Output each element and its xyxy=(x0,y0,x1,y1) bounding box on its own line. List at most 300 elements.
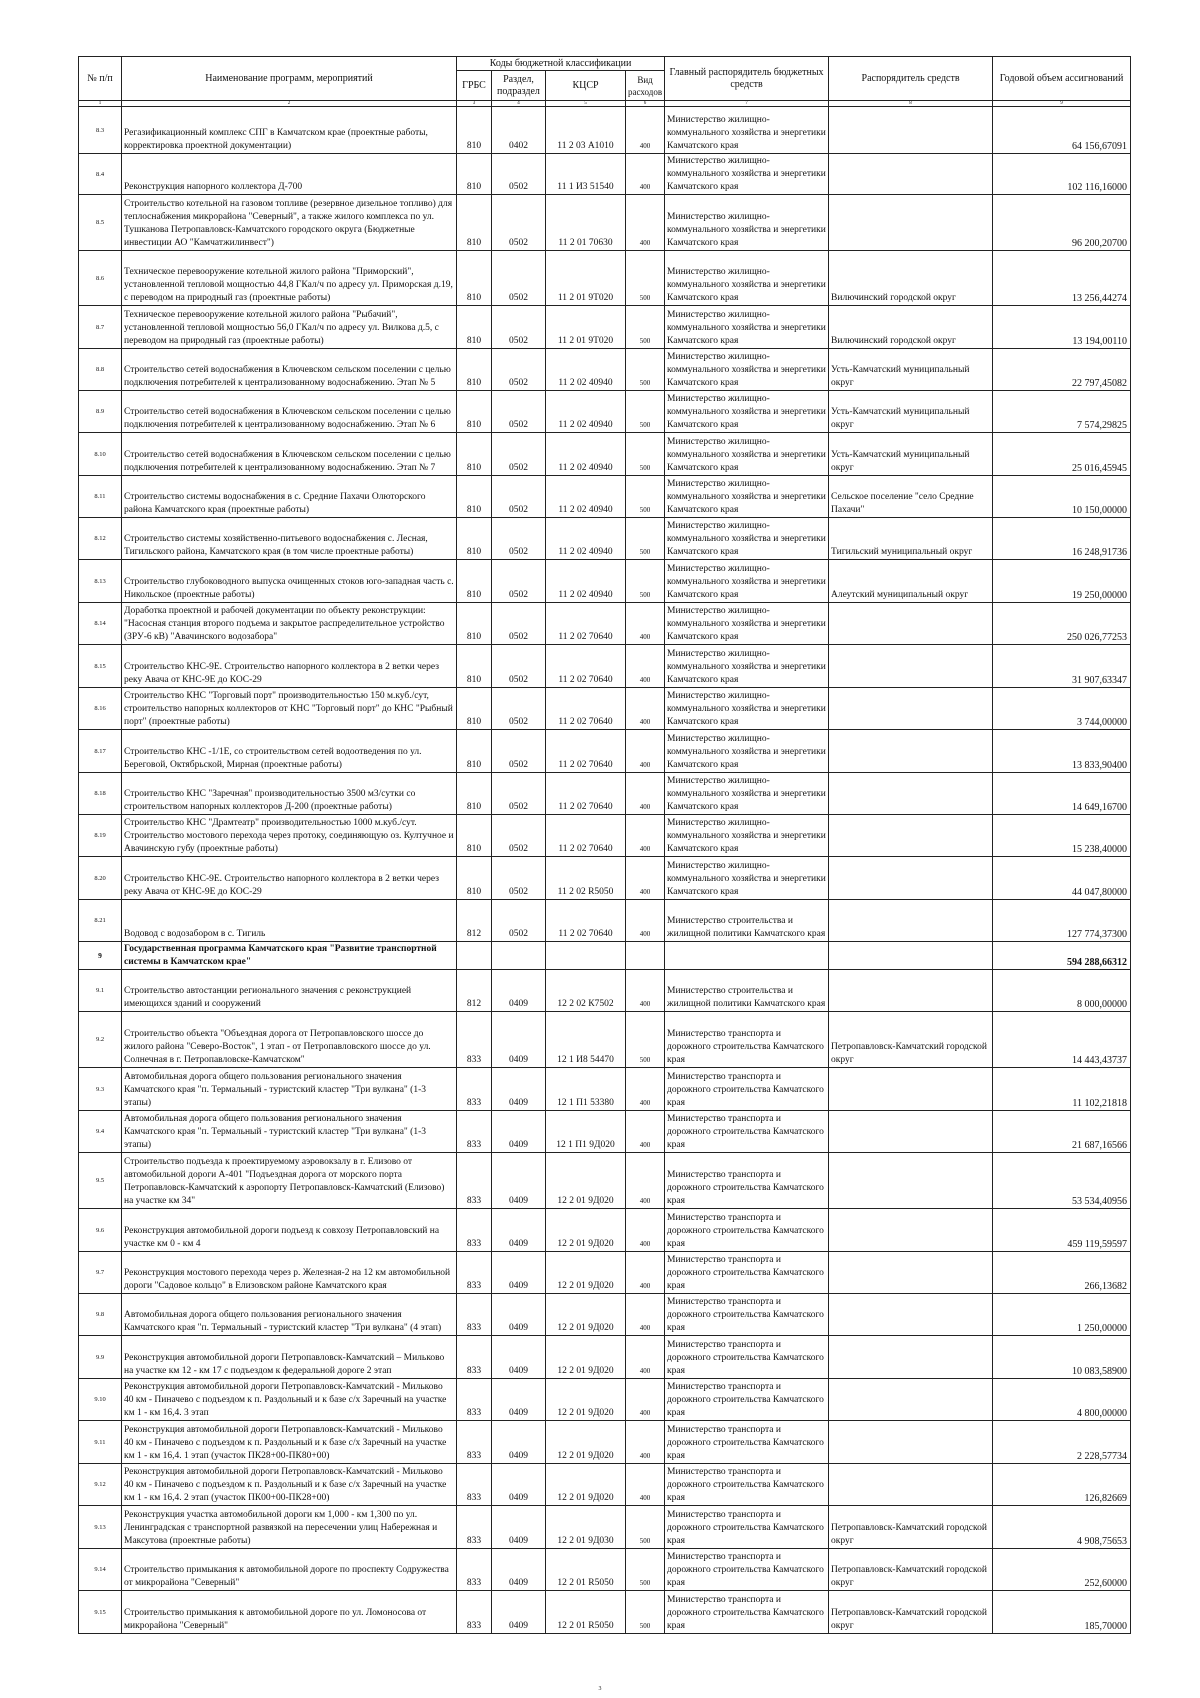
row-name: Доработка проектной и рабочей документации по объекту реконструкции: "Насосная станция второго подъема и закрытое распределительное устройство (ЗРУ-6 кВ) "Авачинского водозабора" xyxy=(122,603,457,645)
row-grbs: 833 xyxy=(457,1294,492,1336)
row-grbs: 810 xyxy=(457,688,492,730)
row-number: 8.14 xyxy=(79,603,122,645)
row-main-manager: Министерство жилищно-коммунального хозяйства и энергетики Камчатского края xyxy=(665,815,829,857)
row-sum: 252,60000 xyxy=(993,1549,1131,1591)
table-row xyxy=(79,970,1131,1012)
row-main-manager: Министерство транспорта и дорожного строительства Камчатского края xyxy=(665,1012,829,1068)
row-main-manager: Министерство жилищно-коммунального хозяйства и энергетики Камчатского края xyxy=(665,306,829,349)
row-name: Реконструкция мостового перехода через р. Железная-2 на 12 км автомобильной дороги "Садовое кольцо" в Елизовском районе Камчатского края xyxy=(122,1252,457,1294)
row-main-manager: Министерство транспорта и дорожного строительства Камчатского края xyxy=(665,1591,829,1634)
row-grbs: 833 xyxy=(457,1012,492,1068)
row-vid: 500 xyxy=(626,560,665,603)
table-body xyxy=(79,107,1131,1634)
row-kcsr: 12 2 02 К7502 xyxy=(546,970,626,1012)
row-main-manager: Министерство жилищно-коммунального хозяйства и энергетики Камчатского края xyxy=(665,730,829,773)
row-main-manager: Министерство жилищно-коммунального хозяйства и энергетики Камчатского края xyxy=(665,154,829,195)
row-manager: Усть-Камчатский муниципальный округ xyxy=(829,349,993,391)
row-kcsr: 12 1 И8 54470 xyxy=(546,1012,626,1068)
header-annual-volume: Годовой объем ассигнований xyxy=(993,57,1131,101)
row-razdel: 0409 xyxy=(492,970,546,1012)
row-manager xyxy=(829,1153,993,1209)
row-number: 9.13 xyxy=(79,1506,122,1549)
table-row xyxy=(79,900,1131,942)
row-kcsr: 11 2 02 40940 xyxy=(546,391,626,433)
row-kcsr: 11 2 01 9Т020 xyxy=(546,306,626,349)
row-main-manager: Министерство транспорта и дорожного строительства Камчатского края xyxy=(665,1549,829,1591)
row-name: Строительство сетей водоснабжения в Ключевском сельском поселении с целью подключения потребителей к централизованному водоснабжению. Этап № 5 xyxy=(122,349,457,391)
row-vid: 400 xyxy=(626,1421,665,1464)
row-grbs: 810 xyxy=(457,730,492,773)
row-number: 9.7 xyxy=(79,1252,122,1294)
row-name: Строительство примыкания к автомобильной дороге по проспекту Содружества от микрорайона "Северный" xyxy=(122,1549,457,1591)
row-number: 8.17 xyxy=(79,730,122,773)
row-main-manager: Министерство строительства и жилищной политики Камчатского края xyxy=(665,900,829,942)
header-num: № п/п xyxy=(79,57,122,101)
header-codes-group: Коды бюджетной классификации xyxy=(457,57,665,71)
row-sum: 8 000,00000 xyxy=(993,970,1131,1012)
row-razdel: 0409 xyxy=(492,1336,546,1379)
header-razdel: Раздел, подраздел xyxy=(492,71,546,101)
table-row xyxy=(79,773,1131,815)
row-sum: 21 687,16566 xyxy=(993,1111,1131,1153)
row-razdel: 0502 xyxy=(492,773,546,815)
table-row xyxy=(79,815,1131,857)
row-number: 8.10 xyxy=(79,433,122,476)
row-sum: 126,82669 xyxy=(993,1464,1131,1506)
header-manager: Распорядитель средств xyxy=(829,57,993,101)
row-main-manager: Министерство жилищно-коммунального хозяйства и энергетики Камчатского края xyxy=(665,107,829,154)
row-main-manager: Министерство транспорта и дорожного строительства Камчатского края xyxy=(665,1336,829,1379)
row-sum: 31 907,63347 xyxy=(993,645,1131,688)
row-name: Строительство котельной на газовом топливе (резервное дизельное топливо) для теплоснабжения микрорайона "Северный", а также жилого комплекса по ул. Тушканова Петропавловск-Камчатского городского округа (Бюджетные инвестиции АО "Камчатжилинвест") xyxy=(122,195,457,251)
row-name: Автомобильная дорога общего пользования регионального значения Камчатского края "п. Термальный - туристский кластер "Три вулкана" (1-3 этапы) xyxy=(122,1068,457,1111)
row-manager xyxy=(829,900,993,942)
row-grbs xyxy=(457,942,492,970)
program-row xyxy=(79,942,1131,970)
page-number: 3 xyxy=(598,1686,602,1692)
row-manager xyxy=(829,1464,993,1506)
row-sum: 16 248,91736 xyxy=(993,518,1131,560)
row-manager xyxy=(829,154,993,195)
row-number: 8.12 xyxy=(79,518,122,560)
row-grbs: 810 xyxy=(457,857,492,900)
row-sum: 10 083,58900 xyxy=(993,1336,1131,1379)
row-name: Реконструкция автомобильной дороги Петропавловск-Камчатский - Мильково 40 км - Пиначево с подъездом к п. Раздольный и к базе с/х Заречный на участке км 1 - км 16,4. 3 этап xyxy=(122,1379,457,1421)
row-main-manager: Министерство жилищно-коммунального хозяйства и энергетики Камчатского края xyxy=(665,645,829,688)
row-vid: 400 xyxy=(626,1336,665,1379)
row-vid: 500 xyxy=(626,518,665,560)
row-sum: 4 908,75653 xyxy=(993,1506,1131,1549)
header-vid: Вид расходов xyxy=(626,71,665,101)
row-razdel: 0409 xyxy=(492,1591,546,1634)
row-razdel: 0502 xyxy=(492,195,546,251)
row-vid: 400 xyxy=(626,1252,665,1294)
row-main-manager: Министерство жилищно-коммунального хозяйства и энергетики Камчатского края xyxy=(665,391,829,433)
table-row xyxy=(79,1012,1131,1068)
column-number: 3 xyxy=(457,101,492,107)
row-grbs: 810 xyxy=(457,560,492,603)
row-sum: 7 574,29825 xyxy=(993,391,1131,433)
row-kcsr: 11 2 02 40940 xyxy=(546,349,626,391)
row-name: Строительство объекта "Объездная дорога от Петропавловского шоссе до жилого района "Северо-Восток", 1 этап - от Петропавловского шоссе до ул. Солнечная в г. Петропавловске-Камчатском" xyxy=(122,1012,457,1068)
row-razdel: 0502 xyxy=(492,857,546,900)
row-kcsr: 11 2 03 А1010 xyxy=(546,107,626,154)
row-number: 9.10 xyxy=(79,1379,122,1421)
row-sum: 64 156,67091 xyxy=(993,107,1131,154)
row-razdel: 0502 xyxy=(492,518,546,560)
row-manager xyxy=(829,1336,993,1379)
row-manager: Тигильский муниципальный округ xyxy=(829,518,993,560)
row-razdel: 0402 xyxy=(492,107,546,154)
row-razdel: 0409 xyxy=(492,1209,546,1252)
row-razdel: 0502 xyxy=(492,349,546,391)
row-razdel: 0409 xyxy=(492,1549,546,1591)
row-kcsr: 12 2 01 9Д020 xyxy=(546,1209,626,1252)
row-vid: 400 xyxy=(626,1068,665,1111)
row-manager: Усть-Камчатский муниципальный округ xyxy=(829,433,993,476)
table-row xyxy=(79,476,1131,518)
row-kcsr: 11 2 02 70640 xyxy=(546,900,626,942)
row-number: 9.2 xyxy=(79,1012,122,1068)
row-number: 8.4 xyxy=(79,154,122,195)
row-kcsr: 11 2 02 70640 xyxy=(546,688,626,730)
row-main-manager: Министерство жилищно-коммунального хозяйства и энергетики Камчатского края xyxy=(665,560,829,603)
column-number: 8 xyxy=(829,101,993,107)
row-number: 9.4 xyxy=(79,1111,122,1153)
row-vid: 400 xyxy=(626,107,665,154)
table-header xyxy=(79,57,1131,107)
row-sum: 266,13682 xyxy=(993,1252,1131,1294)
row-vid: 500 xyxy=(626,1506,665,1549)
row-vid: 500 xyxy=(626,1591,665,1634)
row-main-manager: Министерство жилищно-коммунального хозяйства и энергетики Камчатского края xyxy=(665,857,829,900)
row-vid: 500 xyxy=(626,1549,665,1591)
row-manager xyxy=(829,1252,993,1294)
row-main-manager: Министерство транспорта и дорожного строительства Камчатского края xyxy=(665,1068,829,1111)
row-number: 8.20 xyxy=(79,857,122,900)
row-vid: 400 xyxy=(626,645,665,688)
row-name: Автомобильная дорога общего пользования регионального значения Камчатского края "п. Термальный - туристский кластер "Три вулкана" (1-3 этапы) xyxy=(122,1111,457,1153)
row-grbs: 810 xyxy=(457,476,492,518)
row-sum: 13 256,44274 xyxy=(993,251,1131,306)
row-name: Строительство КНС -1/1Е, со строительством сетей водоотведения по ул. Береговой, Октябрьской, Мирная (проектные работы) xyxy=(122,730,457,773)
row-vid: 400 xyxy=(626,773,665,815)
row-number: 9.5 xyxy=(79,1153,122,1209)
row-razdel: 0409 xyxy=(492,1294,546,1336)
row-main-manager xyxy=(665,942,829,970)
row-sum: 25 016,45945 xyxy=(993,433,1131,476)
row-sum: 102 116,16000 xyxy=(993,154,1131,195)
row-name: Строительство подъезда к проектируемому аэровокзалу в г. Елизово от автомобильной дороги А-401 "Подъездная дорога от морского порта Петропавловск-Камчатский к аэропорту Петропавловск-Камчатский (Елизово) на участке км 34" xyxy=(122,1153,457,1209)
row-number: 9.8 xyxy=(79,1294,122,1336)
row-number: 9.14 xyxy=(79,1549,122,1591)
row-razdel: 0502 xyxy=(492,391,546,433)
row-manager xyxy=(829,1379,993,1421)
row-vid: 500 xyxy=(626,476,665,518)
row-name: Регазификационный комплекс СПГ в Камчатском крае (проектные работы, корректировка проектной документации) xyxy=(122,107,457,154)
table-row xyxy=(79,195,1131,251)
row-number: 8.16 xyxy=(79,688,122,730)
row-kcsr: 12 2 01 9Д020 xyxy=(546,1252,626,1294)
row-grbs: 833 xyxy=(457,1506,492,1549)
column-number: 4 xyxy=(492,101,546,107)
table-row xyxy=(79,603,1131,645)
row-razdel: 0502 xyxy=(492,815,546,857)
row-number: 9.15 xyxy=(79,1591,122,1634)
row-name: Водовод с водозабором в с. Тигиль xyxy=(122,900,457,942)
row-number: 9.9 xyxy=(79,1336,122,1379)
row-sum: 594 288,66312 xyxy=(993,942,1131,970)
row-grbs: 810 xyxy=(457,349,492,391)
row-sum: 250 026,77253 xyxy=(993,603,1131,645)
row-name: Реконструкция автомобильной дороги Петропавловск-Камчатский - Мильково 40 км - Пиначево с подъездом к п. Раздольный и к базе с/х Заречный на участке км 1 - км 16,4. 2 этап (участок ПК00+00-ПК28+00) xyxy=(122,1464,457,1506)
row-main-manager: Министерство жилищно-коммунального хозяйства и энергетики Камчатского края xyxy=(665,603,829,645)
row-kcsr: 11 2 02 40940 xyxy=(546,518,626,560)
row-name: Строительство системы водоснабжения в с. Средние Пахачи Олюторского района Камчатского края (проектные работы) xyxy=(122,476,457,518)
table-row xyxy=(79,857,1131,900)
row-name: Строительство примыкания к автомобильной дороге по ул. Ломоносова от микрорайона "Северный" xyxy=(122,1591,457,1634)
header-kcsr: КЦСР xyxy=(546,71,626,101)
row-main-manager: Министерство транспорта и дорожного строительства Камчатского края xyxy=(665,1294,829,1336)
row-number: 8.19 xyxy=(79,815,122,857)
row-sum: 127 774,37300 xyxy=(993,900,1131,942)
row-kcsr: 12 2 01 9Д020 xyxy=(546,1464,626,1506)
row-name: Строительство сетей водоснабжения в Ключевском сельском поселении с целью подключения потребителей к централизованному водоснабжению. Этап № 7 xyxy=(122,433,457,476)
row-grbs: 833 xyxy=(457,1336,492,1379)
row-manager xyxy=(829,1294,993,1336)
row-sum: 11 102,21818 xyxy=(993,1068,1131,1111)
row-kcsr: 12 2 01 9Д020 xyxy=(546,1336,626,1379)
column-number: 7 xyxy=(665,101,829,107)
row-vid: 400 xyxy=(626,603,665,645)
row-razdel: 0502 xyxy=(492,154,546,195)
row-grbs: 810 xyxy=(457,251,492,306)
row-main-manager: Министерство жилищно-коммунального хозяйства и энергетики Камчатского края xyxy=(665,195,829,251)
row-sum: 96 200,20700 xyxy=(993,195,1131,251)
row-kcsr: 12 1 П1 9Д020 xyxy=(546,1111,626,1153)
row-number: 8.13 xyxy=(79,560,122,603)
table-row xyxy=(79,1068,1131,1111)
row-number: 8.9 xyxy=(79,391,122,433)
row-razdel: 0502 xyxy=(492,645,546,688)
table-row xyxy=(79,1464,1131,1506)
row-name: Строительство системы хозяйственно-питьевого водоснабжения с. Лесная, Тигильского района, Камчатского края (в том числе проектные работы) xyxy=(122,518,457,560)
row-manager xyxy=(829,645,993,688)
table-row xyxy=(79,349,1131,391)
row-manager: Сельское поселение "село Средние Пахачи" xyxy=(829,476,993,518)
row-name: Строительство глубоководного выпуска очищенных стоков юго-западная часть с. Никольское (проектные работы) xyxy=(122,560,457,603)
row-kcsr: 11 2 02 70640 xyxy=(546,815,626,857)
row-name: Строительство КНС "Заречная" производительностью 3500 м3/сутки со строительством напорных коллекторов Д-200 (проектные работы) xyxy=(122,773,457,815)
row-number: 9 xyxy=(79,942,122,970)
table-row xyxy=(79,1153,1131,1209)
row-kcsr: 11 2 02 70640 xyxy=(546,645,626,688)
row-number: 8.18 xyxy=(79,773,122,815)
row-kcsr: 11 2 02 70640 xyxy=(546,603,626,645)
row-razdel: 0409 xyxy=(492,1111,546,1153)
row-manager xyxy=(829,730,993,773)
row-sum: 185,70000 xyxy=(993,1591,1131,1634)
row-razdel: 0502 xyxy=(492,730,546,773)
budget-table-sheet xyxy=(78,56,1130,1634)
row-grbs: 810 xyxy=(457,391,492,433)
table-row xyxy=(79,251,1131,306)
row-grbs: 812 xyxy=(457,970,492,1012)
row-razdel: 0502 xyxy=(492,603,546,645)
table-row xyxy=(79,1379,1131,1421)
row-name: Строительство КНС "Драмтеатр" производительностью 1000 м.куб./сут. Строительство мостового перехода через протоку, соединяющую оз. Култучное и Авачинскую губу (проектные работы) xyxy=(122,815,457,857)
row-manager xyxy=(829,1068,993,1111)
row-name: Техническое перевооружение котельной жилого района "Приморский", установленной тепловой мощностью 44,8 ГКал/ч по адресу ул. Приморская д.19, с переводом на природный газ (проектные работы) xyxy=(122,251,457,306)
row-sum: 1 250,00000 xyxy=(993,1294,1131,1336)
row-vid: 500 xyxy=(626,306,665,349)
row-name: Строительство автостанции регионального значения с реконструкцией имеющихся зданий и сооружений xyxy=(122,970,457,1012)
row-name: Реконструкция автомобильной дороги подъезд к совхозу Петропавловский на участке км 0 - км 4 xyxy=(122,1209,457,1252)
row-vid: 400 xyxy=(626,1294,665,1336)
table-row xyxy=(79,688,1131,730)
row-razdel: 0502 xyxy=(492,900,546,942)
row-sum: 15 238,40000 xyxy=(993,815,1131,857)
row-number: 9.12 xyxy=(79,1464,122,1506)
row-name: Реконструкция автомобильной дороги Петропавловск-Камчатский – Мильково на участке км 12 - км 17 с подъездом к федеральной дороге 2 этап xyxy=(122,1336,457,1379)
row-main-manager: Министерство жилищно-коммунального хозяйства и энергетики Камчатского края xyxy=(665,688,829,730)
row-kcsr: 12 2 01 9Д020 xyxy=(546,1379,626,1421)
row-grbs: 833 xyxy=(457,1549,492,1591)
row-vid: 500 xyxy=(626,433,665,476)
row-grbs: 833 xyxy=(457,1591,492,1634)
row-razdel: 0409 xyxy=(492,1068,546,1111)
row-razdel: 0409 xyxy=(492,1153,546,1209)
row-grbs: 833 xyxy=(457,1464,492,1506)
row-vid: 400 xyxy=(626,815,665,857)
row-grbs: 810 xyxy=(457,645,492,688)
table-row xyxy=(79,1252,1131,1294)
row-sum: 14 443,43737 xyxy=(993,1012,1131,1068)
row-sum: 4 800,00000 xyxy=(993,1379,1131,1421)
row-vid: 500 xyxy=(626,251,665,306)
row-vid: 400 xyxy=(626,195,665,251)
row-grbs: 833 xyxy=(457,1421,492,1464)
budget-allocation-table xyxy=(78,56,1131,1634)
row-kcsr: 11 2 02 70640 xyxy=(546,730,626,773)
row-main-manager: Министерство жилищно-коммунального хозяйства и энергетики Камчатского края xyxy=(665,476,829,518)
row-name: Строительство КНС "Торговый порт" производительностью 150 м.куб./сут, строительство напорных коллекторов от КНС "Торговый порт" до КНС "Рыбный порт" (проектные работы) xyxy=(122,688,457,730)
row-sum: 3 744,00000 xyxy=(993,688,1131,730)
row-manager: Алеутский муниципальный округ xyxy=(829,560,993,603)
row-razdel: 0502 xyxy=(492,433,546,476)
row-kcsr: 11 2 02 40940 xyxy=(546,476,626,518)
row-razdel: 0409 xyxy=(492,1012,546,1068)
row-number: 8.5 xyxy=(79,195,122,251)
row-razdel: 0409 xyxy=(492,1252,546,1294)
row-kcsr: 12 2 01 9Д020 xyxy=(546,1153,626,1209)
row-vid: 500 xyxy=(626,391,665,433)
row-sum: 459 119,59597 xyxy=(993,1209,1131,1252)
row-grbs: 810 xyxy=(457,773,492,815)
row-name: Строительство сетей водоснабжения в Ключевском сельском поселении с целью подключения потребителей к централизованному водоснабжению. Этап № 6 xyxy=(122,391,457,433)
row-manager xyxy=(829,815,993,857)
row-vid: 400 xyxy=(626,154,665,195)
table-row xyxy=(79,1336,1131,1379)
row-sum: 13 833,90400 xyxy=(993,730,1131,773)
row-vid: 400 xyxy=(626,688,665,730)
row-name: Реконструкция напорного коллектора Д-700 xyxy=(122,154,457,195)
row-name: Реконструкция автомобильной дороги Петропавловск-Камчатский - Мильково 40 км - Пиначево с подъездом к п. Раздольный и к базе с/х Заречный на участке км 1 - км 16,4. 1 этап (участок ПК28+00-ПК80+00) xyxy=(122,1421,457,1464)
row-sum: 14 649,16700 xyxy=(993,773,1131,815)
row-main-manager: Министерство транспорта и дорожного строительства Камчатского края xyxy=(665,1252,829,1294)
row-kcsr: 12 2 01 R5050 xyxy=(546,1591,626,1634)
row-name: Государственная программа Камчатского края "Развитие транспортной системы в Камчатском крае" xyxy=(122,942,457,970)
row-razdel: 0409 xyxy=(492,1421,546,1464)
row-number: 8.15 xyxy=(79,645,122,688)
row-grbs: 833 xyxy=(457,1209,492,1252)
row-vid: 400 xyxy=(626,970,665,1012)
row-main-manager: Министерство транспорта и дорожного строительства Камчатского края xyxy=(665,1111,829,1153)
row-manager xyxy=(829,603,993,645)
row-razdel: 0409 xyxy=(492,1379,546,1421)
header-name: Наименование программ, мероприятий xyxy=(122,57,457,101)
row-name: Строительство КНС-9Е. Строительство напорного коллектора в 2 ветки через реку Авача от КНС-9Е до КОС-29 xyxy=(122,857,457,900)
row-kcsr: 12 2 01 R5050 xyxy=(546,1549,626,1591)
row-number: 9.11 xyxy=(79,1421,122,1464)
row-manager: Вилючинский городской округ xyxy=(829,306,993,349)
row-sum: 22 797,45082 xyxy=(993,349,1131,391)
table-row xyxy=(79,306,1131,349)
column-number: 9 xyxy=(993,101,1131,107)
row-vid: 400 xyxy=(626,1464,665,1506)
row-kcsr: 12 2 01 9Д020 xyxy=(546,1421,626,1464)
row-name: Строительство КНС-9Е. Строительство напорного коллектора в 2 ветки через реку Авача от КНС-9Е до КОС-29 xyxy=(122,645,457,688)
row-grbs: 833 xyxy=(457,1379,492,1421)
row-kcsr: 11 2 02 R5050 xyxy=(546,857,626,900)
row-kcsr: 11 2 02 70640 xyxy=(546,773,626,815)
row-vid: 400 xyxy=(626,1209,665,1252)
row-manager xyxy=(829,195,993,251)
row-sum: 13 194,00110 xyxy=(993,306,1131,349)
table-row xyxy=(79,1549,1131,1591)
row-main-manager: Министерство транспорта и дорожного строительства Камчатского края xyxy=(665,1506,829,1549)
row-manager xyxy=(829,107,993,154)
row-vid: 400 xyxy=(626,857,665,900)
row-vid: 400 xyxy=(626,730,665,773)
row-grbs: 810 xyxy=(457,603,492,645)
row-manager xyxy=(829,970,993,1012)
row-main-manager: Министерство транспорта и дорожного строительства Камчатского края xyxy=(665,1209,829,1252)
row-name: Реконструкция участка автомобильной дороги км 1,000 - км 1,300 по ул. Ленинградская с транспортной развязкой на пересечении улиц Набережная и Максутова (проектные работы) xyxy=(122,1506,457,1549)
table-row xyxy=(79,433,1131,476)
row-grbs: 833 xyxy=(457,1068,492,1111)
row-name: Автомобильная дорога общего пользования регионального значения Камчатского края "п. Термальный - туристский кластер "Три вулкана" (4 этап) xyxy=(122,1294,457,1336)
row-vid: 500 xyxy=(626,349,665,391)
row-number: 8.8 xyxy=(79,349,122,391)
row-vid: 400 xyxy=(626,900,665,942)
row-razdel: 0502 xyxy=(492,560,546,603)
row-number: 8.7 xyxy=(79,306,122,349)
row-razdel: 0502 xyxy=(492,306,546,349)
row-main-manager: Министерство жилищно-коммунального хозяйства и энергетики Камчатского края xyxy=(665,251,829,306)
row-manager xyxy=(829,773,993,815)
row-main-manager: Министерство транспорта и дорожного строительства Камчатского края xyxy=(665,1153,829,1209)
row-number: 9.6 xyxy=(79,1209,122,1252)
row-manager: Петропавловск-Камчатский городской округ xyxy=(829,1506,993,1549)
row-number: 9.1 xyxy=(79,970,122,1012)
table-row xyxy=(79,1111,1131,1153)
row-kcsr: 11 2 01 9Т020 xyxy=(546,251,626,306)
row-manager: Вилючинский городской округ xyxy=(829,251,993,306)
row-number: 9.3 xyxy=(79,1068,122,1111)
table-row xyxy=(79,1591,1131,1634)
row-number: 8.11 xyxy=(79,476,122,518)
